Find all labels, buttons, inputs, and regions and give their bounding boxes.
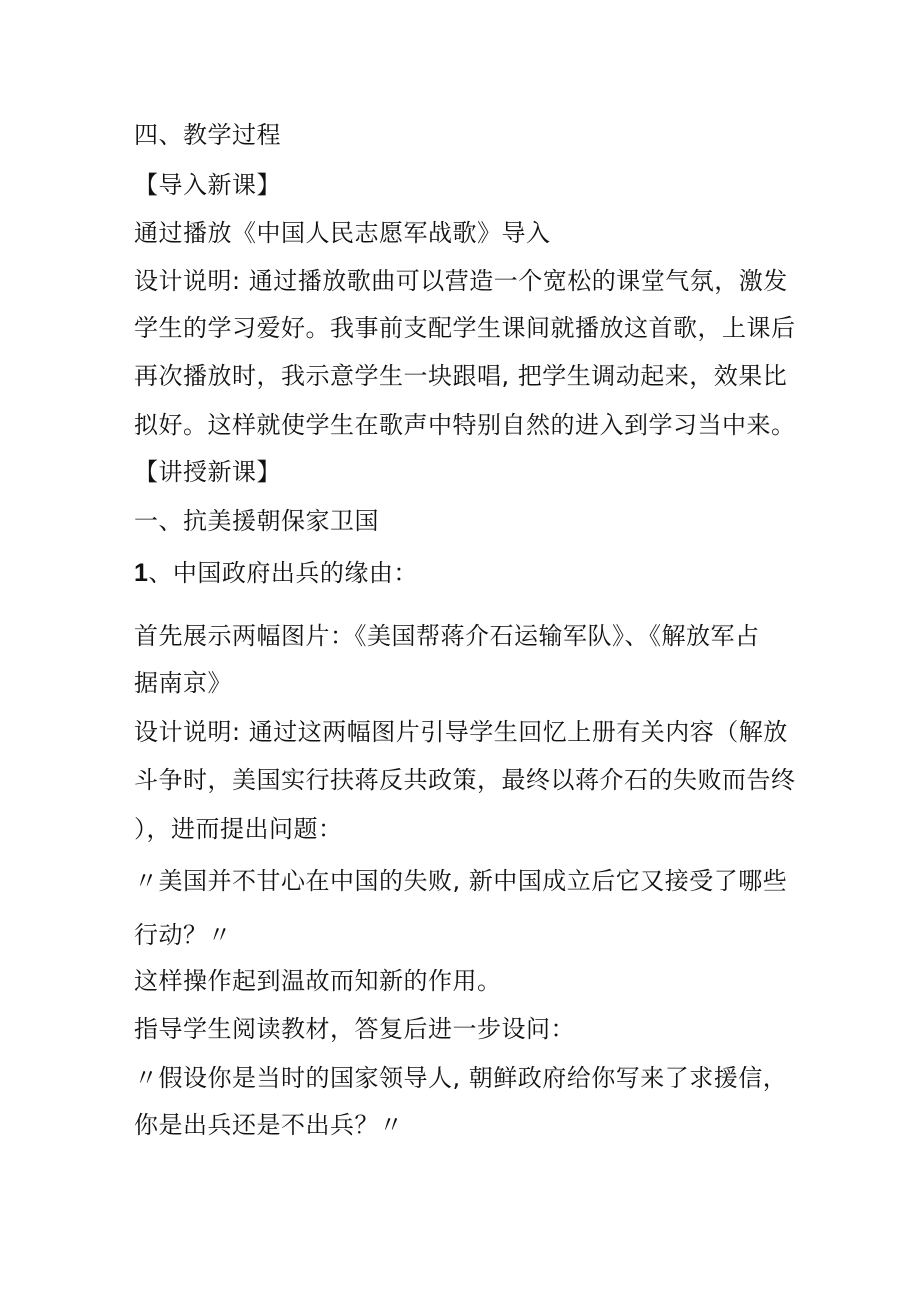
lecture-topic: 一、抗美援朝保家卫国 bbox=[134, 507, 379, 535]
effect-statement: 这样操作起到温故而知新的作用。 bbox=[134, 967, 502, 995]
question-1-line-2: 行动？〃 bbox=[134, 921, 232, 949]
question-1-line-1: 〃美国并不甘心在中国的失败, 新中国成立后它又接受了哪些 bbox=[134, 867, 788, 895]
intro-section-label: 【导入新课】 bbox=[134, 171, 281, 199]
section-heading: 四、教学过程 bbox=[134, 121, 281, 149]
lecture-design-note-line-3: ），进而提出问题： bbox=[134, 815, 343, 843]
show-pictures-line-1: 首先展示两幅图片：《美国帮蒋介石运输军队》、《解放军占 bbox=[134, 622, 760, 650]
intro-design-note-line-3: 再次播放时，我示意学生一块跟唱, 把学生调动起来，效果比 bbox=[134, 362, 788, 390]
guide-statement: 指导学生阅读教材，答复后进一步设问： bbox=[134, 1015, 575, 1043]
subtopic-number: 1 bbox=[134, 559, 149, 587]
show-pictures-line-2: 据南京》 bbox=[134, 669, 232, 697]
lecture-design-note-line-2: 斗争时，美国实行扶蒋反共政策，最终以蒋介石的失败而告终 bbox=[134, 766, 796, 794]
intro-design-note-line-1: 设计说明: 通过播放歌曲可以营造一个宽松的课堂气氛，激发 bbox=[134, 267, 788, 295]
lecture-section-label: 【讲授新课】 bbox=[134, 458, 281, 486]
intro-design-note-line-2: 学生的学习爱好。我事前支配学生课间就播放这首歌，上课后 bbox=[134, 314, 796, 342]
lecture-subtopic bbox=[134, 558, 418, 588]
intro-design-note-line-4: 拟好。这样就使学生在歌声中特别自然的进入到学习当中来。 bbox=[134, 411, 796, 439]
question-2-line-1: 〃假设你是当时的国家领导人, 朝鲜政府给你写来了求援信， bbox=[134, 1064, 788, 1092]
lecture-design-note-line-1: 设计说明: 通过这两幅图片引导学生回忆上册有关内容（解放 bbox=[134, 718, 788, 746]
question-2-line-2: 你是出兵还是不出兵？〃 bbox=[134, 1111, 404, 1139]
subtopic-text: 、中国政府出兵的缘由： bbox=[148, 559, 418, 587]
intro-activity: 通过播放《中国人民志愿军战歌》导入 bbox=[134, 219, 551, 247]
